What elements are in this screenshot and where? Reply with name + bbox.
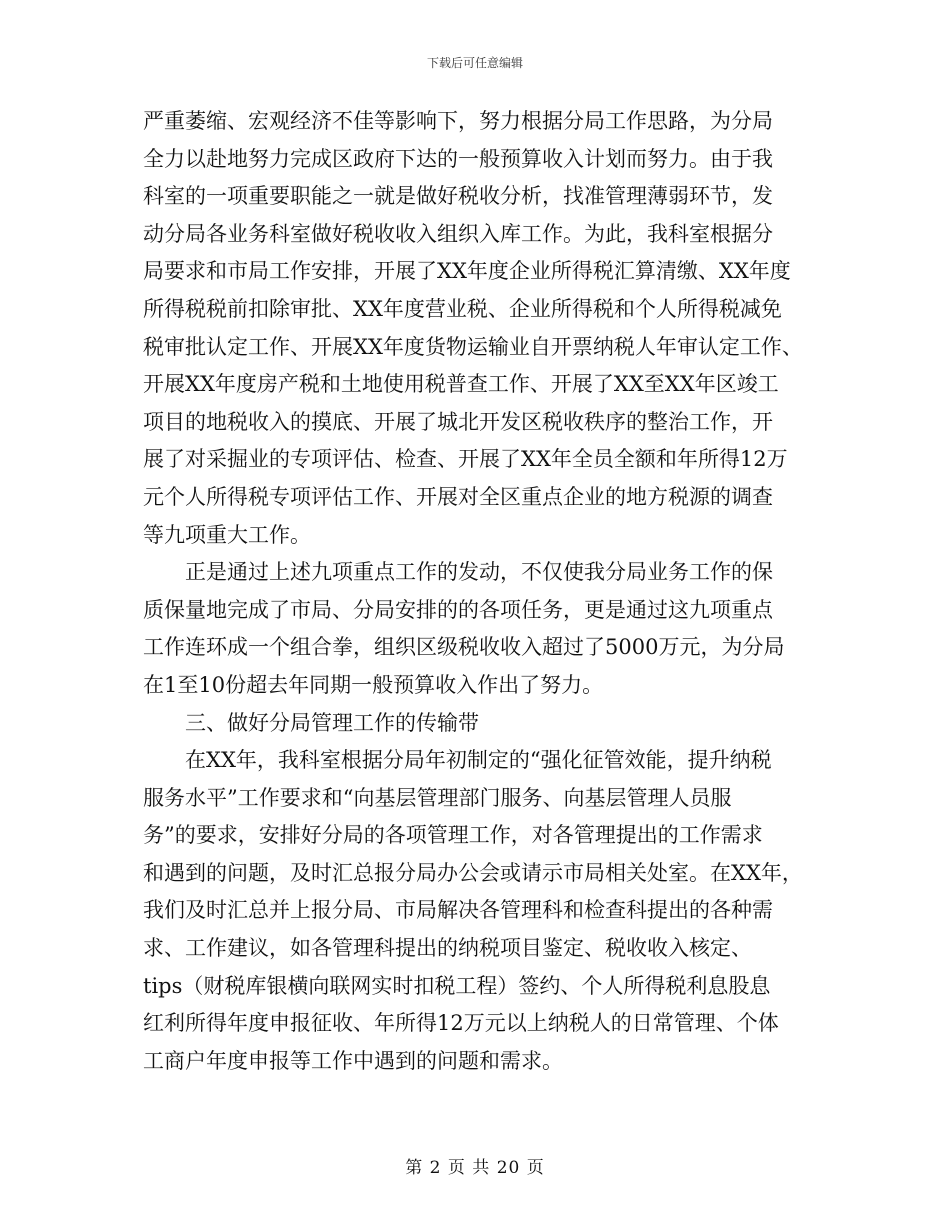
- text-line: 税审批认定工作、开展XX年度货物运输业自开票纳税人年审认定工作、: [143, 334, 803, 359]
- text-line: 开展XX年度房产税和土地使用税普查工作、开展了XX至XX年区竣工: [143, 372, 779, 397]
- text-line: 所得税税前扣除审批、XX年度营业税、企业所得税和个人所得税减免: [143, 296, 782, 321]
- page-number: 第 2 页 共 20 页: [405, 1158, 545, 1178]
- page-header: 下载后可任意编辑: [426, 56, 523, 70]
- text-line: 严重萎缩、宏观经济不佳等影响下，努力根据分局工作思路，为分局: [143, 109, 773, 133]
- text-line: 工商户年度申报等工作中遇到的问题和需求。: [143, 1048, 563, 1073]
- text-line: 全力以赴地努力完成区政府下达的一般预算收入计划而努力。由于我: [143, 146, 773, 171]
- text-line: 在XX年，我科室根据分局年初制定的“强化征管效能，提升纳税: [143, 748, 772, 773]
- text-line: 科室的一项重要职能之一就是做好税收分析，找准管理薄弱环节，发: [143, 184, 773, 209]
- text-line: tips（财税库银横向联网实时扣税工程）签约、个人所得税利息股息: [143, 973, 771, 998]
- text-line: 动分局各业务科室做好税收收入组织入库工作。为此，我科室根据分: [143, 221, 773, 246]
- text-line: 务”的要求，安排好分局的各项管理工作，对各管理提出的工作需求: [143, 823, 763, 848]
- text-line: 服务水平”工作要求和“向基层管理部门服务、向基层管理人员服: [143, 785, 732, 810]
- text-line: 我们及时汇总并上报分局、市局解决各管理科和检查科提出的各种需: [143, 898, 773, 923]
- text-line: 等九项重大工作。: [143, 522, 311, 547]
- text-line: 质保量地完成了市局、分局安排的的各项任务，更是通过这九项重点: [143, 597, 773, 622]
- text-line: 在1至10份超去年同期一般预算收入作出了努力。: [143, 672, 604, 697]
- text-line: 正是通过上述九项重点工作的发动，不仅使我分局业务工作的保: [143, 560, 773, 585]
- text-line: 局要求和市局工作安排，开展了XX年度企业所得税汇算清缴、XX年度: [143, 259, 791, 284]
- text-line: 和遇到的问题，及时汇总报分局办公会或请示市局相关处室。在XX年，: [143, 860, 803, 885]
- text-line: 工作连环成一个组合拳，组织区级税收收入超过了5000万元，为分局: [143, 635, 785, 660]
- text-line: 求、工作建议，如各管理科提出的纳税项目鉴定、税收收入核定、: [143, 936, 752, 961]
- text-line: 项目的地税收入的摸底、开展了城北开发区税收秩序的整治工作，开: [143, 409, 773, 434]
- text-line: 元个人所得税专项评估工作、开展对全区重点企业的地方税源的调查: [143, 484, 773, 509]
- text-line: 红利所得年度申报征收、年所得12万元以上纳税人的日常管理、个体: [143, 1011, 779, 1036]
- text-line: 三、做好分局管理工作的传输带: [143, 710, 479, 735]
- text-line: 展了对采掘业的专项评估、检查、开展了XX年全员全额和年所得12万: [143, 447, 788, 472]
- body-text: [143, 103, 823, 1080]
